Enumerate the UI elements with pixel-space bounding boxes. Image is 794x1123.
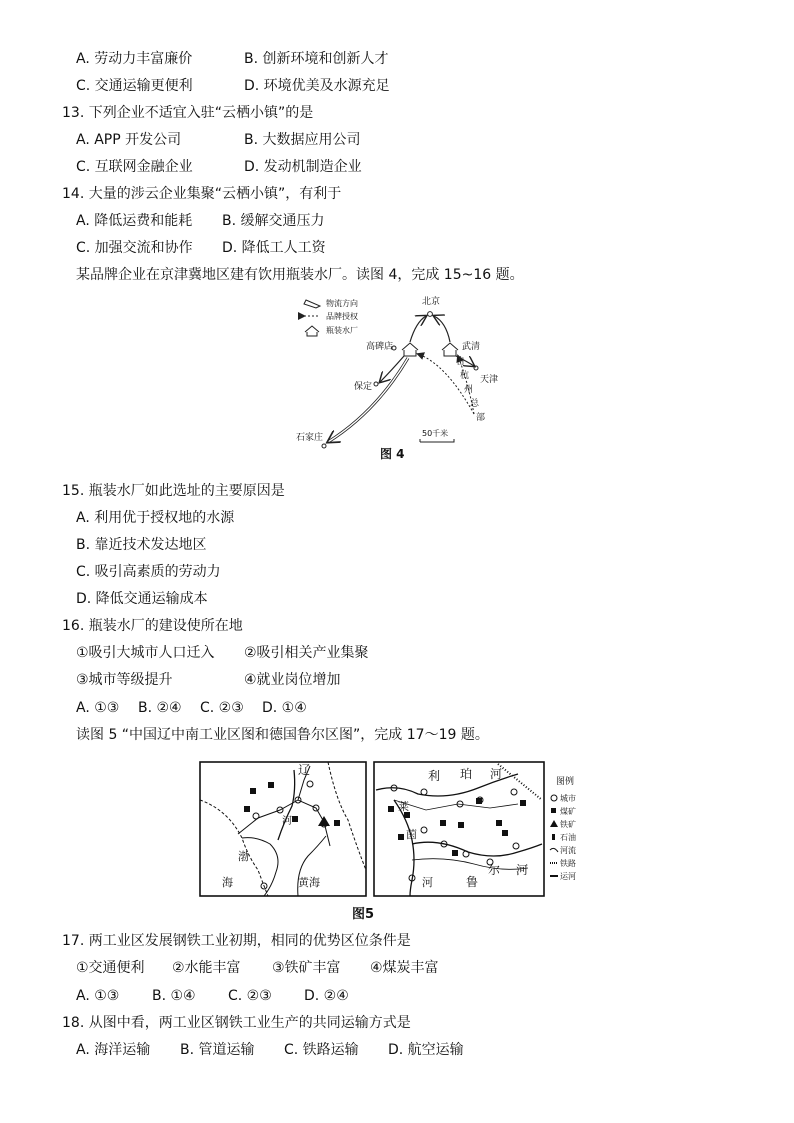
- intro-17-19: 读图 5 “中国辽中南工业区图和德国鲁尔区图”，完成 17～19 题。: [76, 727, 489, 743]
- label-lai: 莱: [398, 800, 409, 813]
- q13-option-d: D. 发动机制造企业: [244, 159, 362, 175]
- figure-4-legend: [304, 298, 358, 336]
- label-bo: 渤: [238, 850, 249, 863]
- map-liaozhongnan: [200, 762, 366, 896]
- q16-option-b: B. ②④: [138, 700, 182, 716]
- hq-char-4: 总: [470, 399, 480, 409]
- q16-stem: 16. 瓶装水厂的建设使所在地: [62, 618, 243, 634]
- q16-option-d: D. ①④: [262, 700, 307, 716]
- q17-item-3: ③铁矿丰富: [272, 960, 341, 976]
- legend-logistics: 物流方向: [326, 299, 358, 308]
- q16-item-1: ①吸引大城市人口迁入: [76, 645, 215, 661]
- q15-option-b: B. 靠近技术发达地区: [76, 537, 207, 553]
- q13-option-a: A. APP 开发公司: [76, 132, 182, 148]
- q12-option-a: A. 劳动力丰富廉价: [76, 51, 193, 67]
- q15-stem: 15. 瓶装水厂如此选址的主要原因是: [62, 483, 285, 499]
- q17-option-c: C. ②③: [228, 988, 272, 1004]
- q17-stem: 17. 两工业区发展钢铁工业初期，相同的优势区位条件是: [62, 933, 411, 949]
- scale-label: 50千米: [422, 429, 449, 438]
- legend-river: 河流: [560, 846, 576, 855]
- figure-4-map: [296, 292, 516, 464]
- q18-option-b: B. 管道运输: [180, 1042, 255, 1058]
- q14-option-a: A. 降低运费和能耗: [76, 213, 193, 229]
- q17-item-1: ①交通便利: [76, 960, 145, 976]
- figure-5-maps: [198, 760, 590, 922]
- q13-option-b: B. 大数据应用公司: [244, 132, 361, 148]
- label-he-rhine: 河: [422, 876, 433, 889]
- city-gaobeidian: 高碑店: [366, 342, 394, 352]
- legend-city: 城市: [560, 794, 576, 803]
- label-he-lippe: 河: [490, 767, 503, 781]
- q15-option-c: C. 吸引高素质的劳动力: [76, 564, 221, 580]
- q16-option-c: C. ②③: [200, 700, 244, 716]
- q17-option-d: D. ②④: [304, 988, 349, 1004]
- q17-option-b: B. ①④: [152, 988, 196, 1004]
- q13-option-c: C. 互联网金融企业: [76, 159, 193, 175]
- q16-item-3: ③城市等级提升: [76, 672, 173, 688]
- q14-stem: 14. 大量的涉云企业集聚“云栖小镇”，有利于: [62, 186, 342, 202]
- legend-railway: 铁路: [560, 859, 576, 868]
- q13-stem: 13. 下列企业不适宜入驻“云栖小镇”的是: [62, 105, 314, 121]
- map-ruhr: [374, 762, 544, 896]
- q16-option-a: A. ①③: [76, 700, 120, 716]
- legend-oil: 石油: [560, 833, 576, 842]
- city-tianjin: 天津: [480, 375, 499, 385]
- q12-option-b: B. 创新环境和创新人才: [244, 51, 389, 67]
- q18-option-a: A. 海洋运输: [76, 1042, 151, 1058]
- legend-coal: 煤矿: [560, 807, 576, 816]
- label-he-left: 河: [282, 816, 292, 827]
- label-he-ruhr: 河: [516, 863, 529, 877]
- q15-option-a: A. 利用优于授权地的水源: [76, 510, 235, 526]
- label-li: 利: [428, 769, 441, 783]
- q12-option-d: D. 环境优美及水源充足: [244, 78, 390, 94]
- label-lu: 鲁: [466, 875, 479, 889]
- hq-char-5: 部: [476, 413, 486, 423]
- label-yin: 茵: [406, 828, 417, 841]
- city-beijing: 北京: [422, 297, 441, 307]
- city-shijiazhuang: 石家庄: [296, 433, 324, 443]
- legend-iron: 铁矿: [560, 820, 576, 829]
- q17-item-4: ④煤炭丰富: [370, 960, 439, 976]
- legend-canal: 运河: [560, 872, 576, 881]
- q17-item-2: ②水能丰富: [172, 960, 241, 976]
- q14-option-c: C. 加强交流和协作: [76, 240, 193, 256]
- label-liao: 辽: [298, 763, 311, 777]
- q16-item-4: ④就业岗位增加: [244, 672, 341, 688]
- legend-license: 品牌授权: [326, 312, 358, 321]
- legend-water-plant: 瓶装水厂: [326, 326, 358, 335]
- label-po: 珀: [460, 767, 473, 781]
- hq-char-1: 自: [456, 357, 466, 367]
- q16-item-2: ②吸引相关产业集聚: [244, 645, 369, 661]
- q18-stem: 18. 从图中看，两工业区钢铁工业生产的共同运输方式是: [62, 1015, 411, 1031]
- label-hai: 海: [222, 876, 233, 889]
- q12-option-c: C. 交通运输更便利: [76, 78, 193, 94]
- plant-icon-wuqing: [442, 343, 458, 356]
- label-er: 尔: [488, 863, 501, 877]
- plant-icon-gaobeidian: [402, 343, 418, 356]
- q18-option-c: C. 铁路运输: [284, 1042, 359, 1058]
- figure-5-caption: 图5: [352, 907, 375, 922]
- legend-title: 图例: [556, 777, 575, 787]
- q17-option-a: A. ①③: [76, 988, 120, 1004]
- hq-char-3: 州: [464, 385, 474, 395]
- q14-option-d: D. 降低工人工资: [222, 240, 326, 256]
- hq-char-2: 杭: [460, 371, 470, 381]
- q15-option-d: D. 降低交通运输成本: [76, 591, 208, 607]
- intro-15-16: 某品牌企业在京津冀地区建有饮用瓶装水厂。读图 4，完成 15~16 题。: [76, 267, 524, 283]
- city-wuqing: 武清: [462, 342, 481, 352]
- label-huanghai: 黄海: [298, 876, 320, 889]
- q18-option-d: D. 航空运输: [388, 1042, 464, 1058]
- figure-4-caption: 图 4: [380, 447, 405, 461]
- q14-option-b: B. 缓解交通压力: [222, 213, 325, 229]
- figure-5-legend: [550, 775, 576, 881]
- city-baoding: 保定: [354, 382, 373, 392]
